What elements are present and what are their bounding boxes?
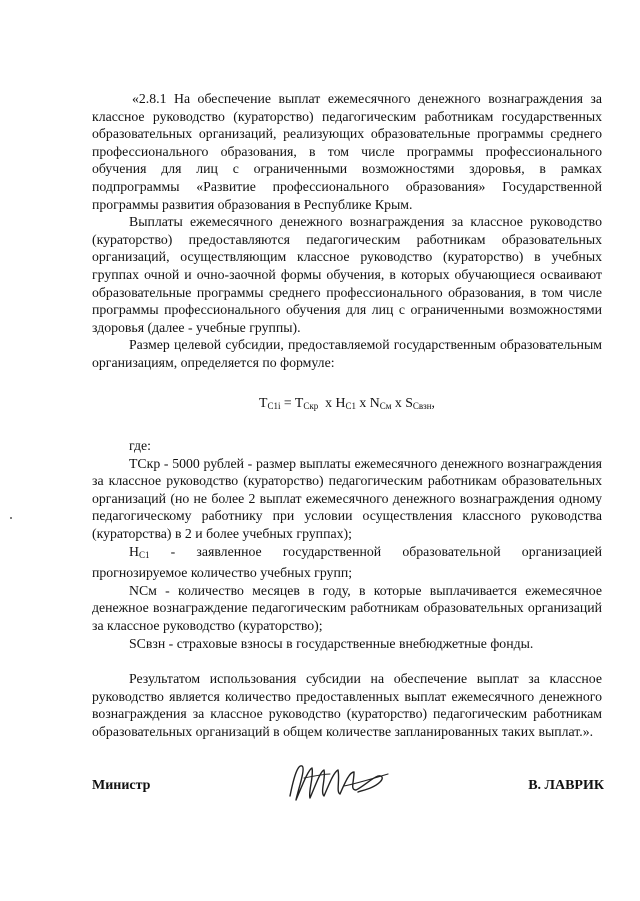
formula-x3: x (391, 394, 406, 410)
formula-lhs: T (259, 394, 268, 410)
definition-scvzn: SСвзн - страховые взносы в государственные внебюджетные фонды. (129, 635, 534, 651)
formula (92, 394, 602, 416)
paragraph-payments: Выплаты ежемесячного денежного вознаграждения за классное руководство (кураторство) предоставляются педагогическим работникам образовательных организаций, осуществляющим классное руководство (кураторство) в учебных группах очной и очно-заочной формы обучения, в которых обучающиеся осваивают образовательные программы среднего профессионального образования, в том числе программы профессионального обучения для лиц с ограниченными возможностями здоровья (далее - учебные группы). (92, 214, 602, 335)
definition-hc1-sub: C1 (138, 549, 150, 560)
formula-t2: H (335, 394, 346, 410)
signatory-title: Министр (92, 778, 151, 793)
formula-end: , (431, 394, 435, 410)
handwritten-signature (284, 756, 394, 806)
formula-t4: S (405, 394, 413, 410)
formula-t4-sub: Свзн (412, 400, 432, 411)
scan-speck (10, 517, 12, 519)
formula-eq: = (280, 394, 295, 410)
signatory-name: В. ЛАВРИК (528, 778, 604, 793)
signature-block (92, 770, 604, 810)
formula-t2-sub: C1 (345, 400, 356, 411)
definition-hc1 (92, 543, 602, 582)
formula-t1-sub: Скр (303, 400, 319, 411)
definition-hc1-text: - заявленное государственной образовательной организацией прогнозируемое количество учебных групп; (92, 543, 602, 581)
spacer (92, 652, 602, 670)
definition-hc1-symbol: H (129, 543, 139, 559)
definition-tskr: ТСкр - 5000 рублей - размер выплаты ежемесячного денежного вознаграждения за классное руководство (кураторство) педагогическим работникам образовательных организаций (но не более 2 выплат ежемесячного денежного вознаграждения одному педагогическому работнику при условии осуществления классного руководства (кураторства) в 2 и более учебных группах); (92, 455, 602, 542)
paragraph-subsidy-size: Размер целевой субсидии, предоставляемой государственным образовательным организациям, определяется по формуле: (92, 337, 602, 370)
paragraph-2-8-1: «2.8.1 На обеспечение выплат ежемесячного денежного вознаграждения за классное руководство (кураторство) педагогическим работникам государственных образовательных организаций, реализующих образовательные программы среднего профессионального образования, в том числе программы профессионального обучения для лиц с ограниченными возможностями здоровья, в рамках подпрограммы «Развитие профессионального образования» Государственной программы развития образования в Республике Крым. (92, 91, 602, 212)
where-label: где: (129, 438, 151, 454)
formula-t1: T (294, 394, 304, 410)
document-body (92, 90, 602, 741)
definition-ncm: NСм - количество месяцев в году, в которые выплачивается ежемесячное денежное вознаграждение педагогическим работникам образовательных организаций за классное руководство (кураторство); (92, 582, 602, 634)
formula-t3: N (369, 394, 380, 410)
formula-x2: x (355, 394, 370, 410)
paragraph-result: Результатом использования субсидии на обеспечение выплат за классное руководство является количество предоставленных выплат ежемесячного денежного вознаграждения за классное руководство (кураторство) педагогическим работникам образовательных организаций в общем количестве запланированных таких выплат.». (92, 671, 602, 739)
formula-x1: x (318, 394, 336, 410)
formula-lhs-sub: C1i (267, 400, 281, 411)
formula-t3-sub: См (379, 400, 392, 411)
